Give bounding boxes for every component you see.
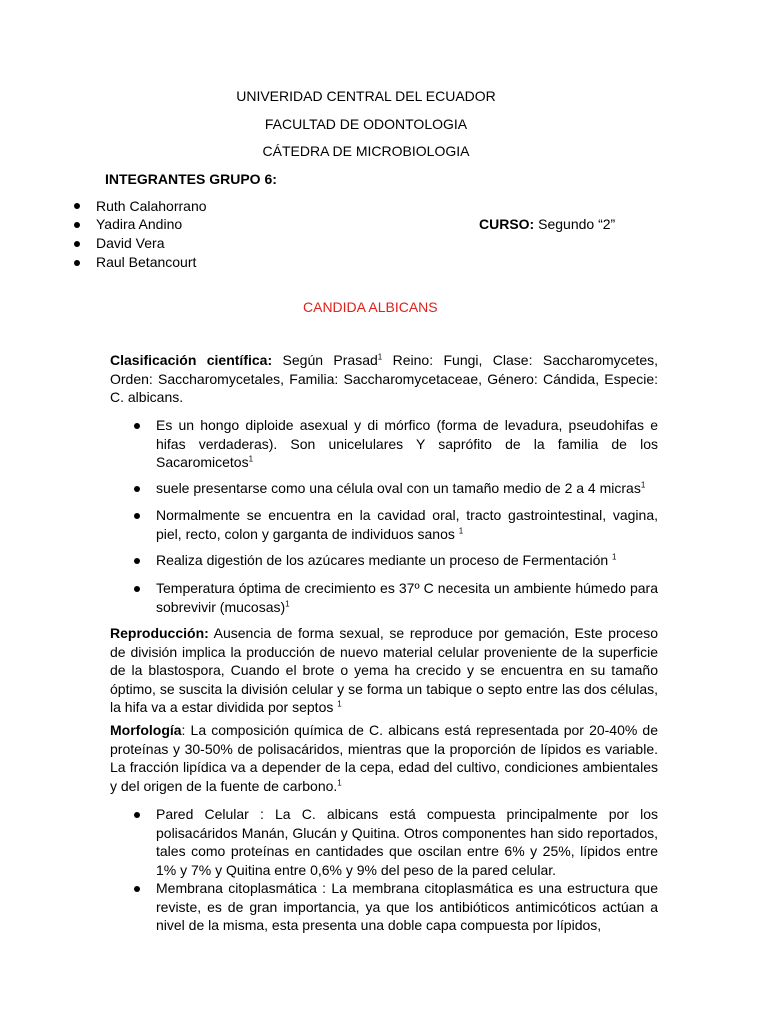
classification-text-a: Según Prasad [282, 352, 378, 368]
morphology-label: Morfología [110, 722, 182, 738]
bullet-icon [134, 513, 140, 519]
document-title: CANDIDA ALBICANS [303, 299, 438, 315]
structure-item: Membrana citoplasmática : La membrana citoplasmática es una estructura que reviste, es de gran importancia, ya que los antibióticos antimicóticos actúan a nivel de la misma, esta presenta una doble capa compuesta por lípidos, [156, 880, 658, 934]
bullet-icon [74, 260, 80, 266]
feature-item [156, 416, 658, 472]
footnote-ref: 1 [337, 778, 342, 788]
member-item: David Vera [96, 235, 165, 251]
morphology-text: : La composición química de C. albicans está representada por 20-40% de proteínas y 30-50% de polisacáridos, mientras que la proporción de lípidos es variable. La fracción lipídica va a depender de la cepa, edad del cultivo, condiciones ambientales y del origen de la fuente de carbono. [110, 722, 658, 794]
footnote-ref: 1 [248, 454, 254, 464]
member-item: Raul Betancourt [96, 254, 197, 270]
member-item: Yadira Andino [96, 216, 183, 232]
bullet-icon [74, 222, 80, 228]
feature-text: Temperatura óptima de crecimiento es 37º C necesita un ambiente húmedo para sobrevivir (mucosas) [156, 580, 658, 615]
member-item: Ruth Calahorrano [96, 198, 207, 214]
feature-item [156, 579, 658, 616]
footnote-ref: 1 [377, 352, 383, 362]
feature-item [156, 479, 658, 498]
university-name: UNIVERIDAD CENTRAL DEL ECUADOR [236, 88, 496, 104]
reproduction-paragraph [110, 624, 658, 717]
classification-paragraph [110, 351, 658, 407]
chair-name: CÁTEDRA DE MICROBIOLOGIA [262, 143, 470, 159]
footnote-ref: 1 [285, 598, 290, 608]
feature-text: Realiza digestión de los azúcares mediante un proceso de Fermentación [156, 552, 613, 568]
footnote-ref: 1 [612, 552, 617, 562]
footnote-ref: 1 [458, 525, 464, 535]
group-title: INTEGRANTES GRUPO 6: [105, 171, 277, 187]
bullet-icon [134, 812, 140, 818]
bullet-icon [134, 886, 140, 892]
classification-label: Clasificación científica: [110, 352, 273, 368]
bullet-icon [134, 423, 140, 429]
course-info [479, 215, 615, 233]
course-value: Segundo “2” [538, 216, 616, 232]
feature-text: Normalmente se encuentra en la cavidad oral, tracto gastrointestinal, vagina, piel, recto, colon y garganta de individuos sanos [156, 507, 658, 542]
course-label: CURSO: [479, 216, 535, 232]
footnote-ref: 1 [640, 480, 646, 490]
bullet-icon [74, 203, 80, 209]
bullet-icon [134, 558, 140, 564]
feature-item [156, 551, 658, 570]
faculty-name: FACULTAD DE ODONTOLOGIA [264, 116, 468, 132]
feature-item [156, 506, 658, 543]
footnote-ref: 1 [337, 699, 342, 709]
feature-text: Es un hongo diploide asexual y di mórfico (forma de levadura, pseudohifas e hifas verdaderas). Son unicelulares Y saprófito de la familia de los Sacaromicetos [156, 417, 658, 471]
reproduction-label: Reproducción: [110, 625, 209, 641]
morphology-paragraph [110, 721, 658, 795]
reproduction-text: Ausencia de forma sexual, se reproduce por gemación, Este proceso de división implica la producción de nuevo material celular proveniente de la superficie de la blastospora, Cuando el brote o yema ha crecido y se encuentra en su tamaño óptimo, se suscita la división celular y se forma un tabique o septo entre las dos células, la hifa va a estar dividida por septos [110, 625, 658, 716]
bullet-icon [134, 586, 140, 592]
structure-item: Pared Celular : La C. albicans está compuesta principalmente por los polisacáridos Manán, Glucán y Quitina. Otros componentes han sido reportados, tales como proteínas en cantidades que oscilan entre 6% y 25%, lípidos entre 1% y 7% y Quitina entre 0,6% y 9% del peso de la pared celular. [156, 806, 658, 878]
classification-text-b: Reino: Fungi, Clase: Saccharomycetes, Orden: Saccharomycetales, Familia: Saccharomycetaceae, Género: Cándida, Especie: C. albicans. [110, 352, 659, 406]
bullet-icon [74, 241, 80, 247]
bullet-icon [134, 486, 140, 492]
feature-text: suele presentarse como una célula oval con un tamaño medio de 2 a 4 micras [156, 480, 641, 496]
